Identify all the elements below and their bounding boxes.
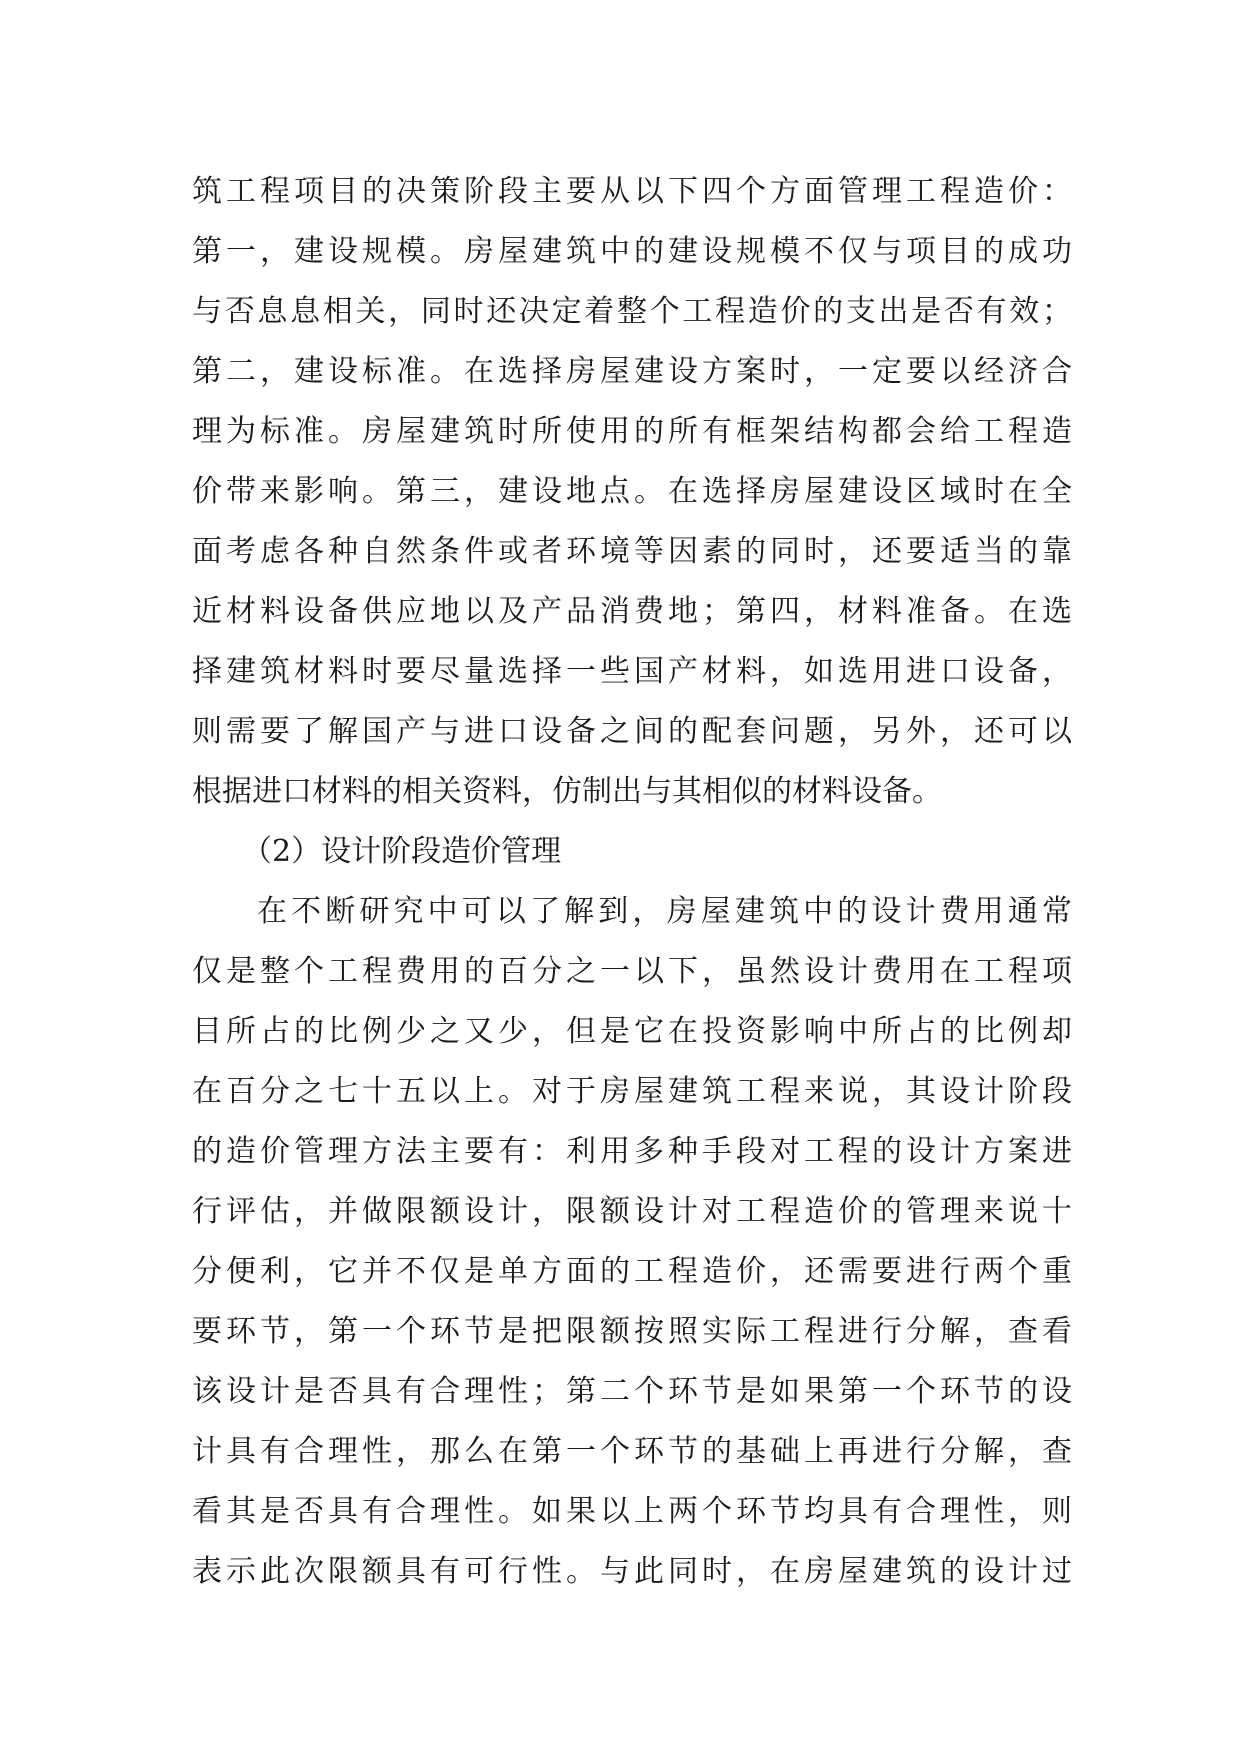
text-line: 看其是否具有合理性。如果以上两个环节均具有合理性，则 [192, 1494, 1072, 1529]
text-line: 根据进口材料的相关资料，仿制出与其相似的材料设备。 [192, 774, 942, 809]
text-line: 在不断研究中可以了解到，房屋建筑中的设计费用通常 [257, 894, 1072, 929]
text-line: 在百分之七十五以上。对于房屋建筑工程来说，其设计阶段 [192, 1074, 1072, 1109]
text-line: 分便利，它并不仅是单方面的工程造价，还需要进行两个重 [192, 1254, 1072, 1289]
text-line: 仅是整个工程费用的百分之一以下，虽然设计费用在工程项 [192, 954, 1072, 989]
body-text [192, 162, 1072, 1602]
text-line: 价带来影响。第三，建设地点。在选择房屋建设区域时在全 [192, 474, 1072, 509]
text-line: 筑工程项目的决策阶段主要从以下四个方面管理工程造价： [192, 174, 1072, 209]
text-line: 面考虑各种自然条件或者环境等因素的同时，还要适当的靠 [192, 534, 1072, 569]
text-line: 则需要了解国产与进口设备之间的配套问题，另外，还可以 [192, 714, 1072, 749]
text-line: 要环节，第一个环节是把限额按照实际工程进行分解，查看 [192, 1314, 1072, 1349]
text-line: 行评估，并做限额设计，限额设计对工程造价的管理来说十 [192, 1194, 1072, 1229]
paragraph-design-stage [192, 882, 1072, 1602]
text-line: 与否息息相关，同时还决定着整个工程造价的支出是否有效； [192, 294, 1072, 329]
text-line: 表示此次限额具有可行性。与此同时，在房屋建筑的设计过 [192, 1554, 1072, 1589]
text-line: 择建筑材料时要尽量选择一些国产材料，如选用进口设备， [192, 654, 1072, 689]
text-line: 第一，建设规模。房屋建筑中的建设规模不仅与项目的成功 [192, 234, 1072, 269]
text-line: 近材料设备供应地以及产品消费地；第四，材料准备。在选 [192, 594, 1072, 629]
text-line: 该设计是否具有合理性；第二个环节是如果第一个环节的设 [192, 1374, 1072, 1409]
paragraph-decision-stage [192, 162, 1072, 822]
section-heading: （2）设计阶段造价管理 [242, 834, 562, 869]
text-line: 理为标准。房屋建筑时所使用的所有框架结构都会给工程造 [192, 414, 1072, 449]
text-line: 计具有合理性，那么在第一个环节的基础上再进行分解，查 [192, 1434, 1072, 1469]
text-line: 的造价管理方法主要有：利用多种手段对工程的设计方案进 [192, 1134, 1072, 1169]
text-line: 第二，建设标准。在选择房屋建设方案时，一定要以经济合 [192, 354, 1072, 389]
text-line: 目所占的比例少之又少，但是它在投资影响中所占的比例却 [192, 1014, 1072, 1049]
